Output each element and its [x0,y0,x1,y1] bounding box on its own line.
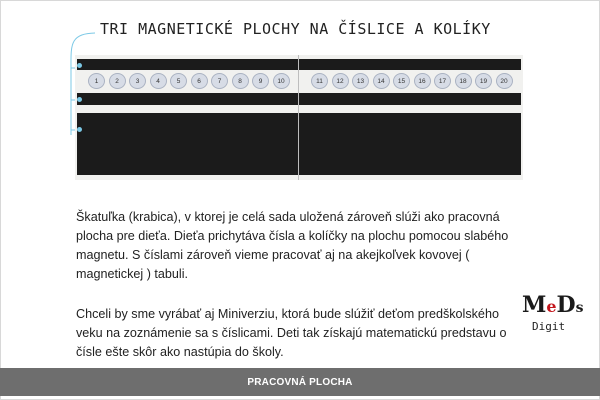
strip-marker-dot [77,97,82,102]
number-magnet-12: 12 [332,73,349,89]
logo-subtitle: Digit [532,320,566,333]
number-magnet-8: 8 [232,73,249,89]
number-row [75,73,523,90]
number-magnet-13: 13 [352,73,369,89]
number-magnet-4: 4 [150,73,167,89]
magnetic-strip-middle [77,93,521,105]
number-magnet-3: 3 [129,73,146,89]
number-magnet-11: 11 [311,73,328,89]
strip-marker-dot [77,63,82,68]
number-magnet-19: 19 [475,73,492,89]
number-magnet-9: 9 [252,73,269,89]
logo-wordmark: MeDs [522,292,584,318]
magnetic-board-photo [75,55,523,180]
number-magnet-7: 7 [211,73,228,89]
number-magnet-20: 20 [496,73,513,89]
number-magnet-14: 14 [373,73,390,89]
number-magnet-15: 15 [393,73,410,89]
description-paragraph: Škatuľka (krabica), v ktorej je celá sada uložená zároveň slúži ako pracovná plocha pre dieťa. Dieťa prichytáva čísla a kolíčky na plochu pomocou slabého magnetu. S číslami zároveň vieme pracovať aj na akejkoľvek kovovej ( magnetickej ) tabuli. [76,210,509,281]
medigit-logo [522,292,584,342]
magnetic-strip-bottom [77,113,521,175]
number-magnet-2: 2 [109,73,126,89]
number-magnet-6: 6 [191,73,208,89]
number-magnet-1: 1 [88,73,105,89]
number-magnet-18: 18 [455,73,472,89]
number-magnet-17: 17 [434,73,451,89]
footer-caption-bar [0,368,600,396]
miniversion-paragraph: Chceli by sme vyrábať aj Miniverziu, ktorá bude slúžiť deťom predškolského veku na zoznámenie sa s číslicami. Deti tak získajú matematickú predstavu o čísle ešte skôr ako nastúpia do školy. [76,307,507,359]
footer-caption: PRACOVNÁ PLOCHA [247,376,353,388]
number-magnet-16: 16 [414,73,431,89]
magnetic-strip-top [77,59,521,70]
number-magnet-5: 5 [170,73,187,89]
page-title: TRI MAGNETICKÉ PLOCHY NA ČÍSLICE A KOLÍKY [100,20,491,38]
number-magnet-10: 10 [273,73,290,89]
strip-marker-dot [77,127,82,132]
